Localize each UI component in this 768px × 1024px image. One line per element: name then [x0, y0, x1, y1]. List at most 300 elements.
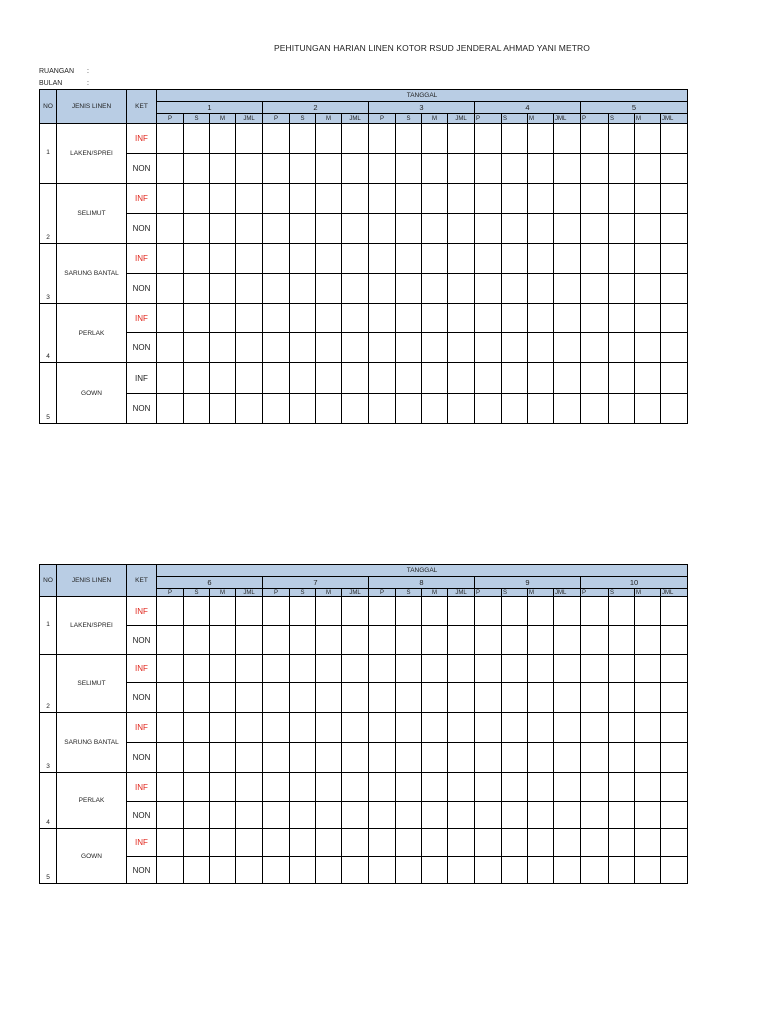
data-cell[interactable] [236, 713, 263, 743]
data-cell[interactable] [661, 683, 688, 713]
data-cell[interactable] [475, 214, 502, 244]
data-cell[interactable] [290, 363, 316, 394]
data-cell[interactable] [290, 124, 316, 154]
data-cell[interactable] [635, 829, 661, 857]
data-cell[interactable] [290, 626, 316, 655]
data-cell[interactable] [581, 713, 609, 743]
data-cell[interactable] [554, 154, 581, 184]
data-cell[interactable] [290, 857, 316, 884]
data-cell[interactable] [210, 655, 236, 683]
data-cell[interactable] [554, 244, 581, 274]
data-cell[interactable] [290, 802, 316, 829]
data-cell[interactable] [184, 304, 210, 333]
data-cell[interactable] [290, 154, 316, 184]
data-cell[interactable] [316, 713, 342, 743]
data-cell[interactable] [609, 655, 635, 683]
data-cell[interactable] [342, 363, 369, 394]
data-cell[interactable] [263, 829, 290, 857]
data-cell[interactable] [342, 394, 369, 424]
data-cell[interactable] [316, 394, 342, 424]
data-cell[interactable] [661, 394, 688, 424]
data-cell[interactable] [422, 597, 448, 626]
data-cell[interactable] [236, 124, 263, 154]
data-cell[interactable] [448, 363, 475, 394]
data-cell[interactable] [316, 683, 342, 713]
data-cell[interactable] [528, 394, 554, 424]
data-cell[interactable] [422, 802, 448, 829]
data-cell[interactable] [369, 304, 396, 333]
data-cell[interactable] [210, 802, 236, 829]
data-cell[interactable] [661, 304, 688, 333]
data-cell[interactable] [210, 274, 236, 304]
data-cell[interactable] [157, 154, 184, 184]
data-cell[interactable] [581, 743, 609, 773]
data-cell[interactable] [184, 333, 210, 363]
data-cell[interactable] [342, 683, 369, 713]
data-cell[interactable] [448, 655, 475, 683]
data-cell[interactable] [316, 743, 342, 773]
data-cell[interactable] [184, 124, 210, 154]
data-cell[interactable] [369, 626, 396, 655]
data-cell[interactable] [369, 244, 396, 274]
data-cell[interactable] [554, 124, 581, 154]
data-cell[interactable] [184, 713, 210, 743]
data-cell[interactable] [528, 713, 554, 743]
data-cell[interactable] [581, 626, 609, 655]
data-cell[interactable] [422, 333, 448, 363]
data-cell[interactable] [290, 773, 316, 802]
data-cell[interactable] [661, 214, 688, 244]
data-cell[interactable] [316, 154, 342, 184]
data-cell[interactable] [635, 626, 661, 655]
data-cell[interactable] [263, 244, 290, 274]
data-cell[interactable] [422, 124, 448, 154]
data-cell[interactable] [581, 857, 609, 884]
data-cell[interactable] [236, 802, 263, 829]
data-cell[interactable] [184, 394, 210, 424]
data-cell[interactable] [263, 124, 290, 154]
data-cell[interactable] [210, 363, 236, 394]
data-cell[interactable] [448, 857, 475, 884]
data-cell[interactable] [369, 154, 396, 184]
data-cell[interactable] [157, 713, 184, 743]
data-cell[interactable] [210, 857, 236, 884]
data-cell[interactable] [369, 743, 396, 773]
data-cell[interactable] [448, 597, 475, 626]
data-cell[interactable] [635, 597, 661, 626]
data-cell[interactable] [210, 124, 236, 154]
data-cell[interactable] [422, 363, 448, 394]
data-cell[interactable] [581, 655, 609, 683]
data-cell[interactable] [581, 394, 609, 424]
data-cell[interactable] [342, 304, 369, 333]
data-cell[interactable] [475, 394, 502, 424]
data-cell[interactable] [661, 713, 688, 743]
data-cell[interactable] [448, 333, 475, 363]
data-cell[interactable] [316, 304, 342, 333]
data-cell[interactable] [210, 304, 236, 333]
data-cell[interactable] [396, 363, 422, 394]
data-cell[interactable] [396, 597, 422, 626]
data-cell[interactable] [502, 743, 528, 773]
data-cell[interactable] [263, 743, 290, 773]
data-cell[interactable] [581, 363, 609, 394]
data-cell[interactable] [422, 394, 448, 424]
data-cell[interactable] [422, 713, 448, 743]
data-cell[interactable] [316, 363, 342, 394]
data-cell[interactable] [609, 363, 635, 394]
data-cell[interactable] [290, 214, 316, 244]
data-cell[interactable] [369, 683, 396, 713]
data-cell[interactable] [184, 773, 210, 802]
data-cell[interactable] [184, 626, 210, 655]
data-cell[interactable] [342, 829, 369, 857]
data-cell[interactable] [448, 626, 475, 655]
data-cell[interactable] [236, 626, 263, 655]
data-cell[interactable] [581, 154, 609, 184]
data-cell[interactable] [184, 184, 210, 214]
data-cell[interactable] [236, 597, 263, 626]
data-cell[interactable] [263, 333, 290, 363]
data-cell[interactable] [528, 597, 554, 626]
data-cell[interactable] [157, 683, 184, 713]
data-cell[interactable] [263, 274, 290, 304]
data-cell[interactable] [210, 333, 236, 363]
data-cell[interactable] [396, 304, 422, 333]
data-cell[interactable] [316, 244, 342, 274]
data-cell[interactable] [342, 244, 369, 274]
data-cell[interactable] [342, 333, 369, 363]
data-cell[interactable] [369, 363, 396, 394]
data-cell[interactable] [581, 597, 609, 626]
data-cell[interactable] [448, 773, 475, 802]
data-cell[interactable] [661, 124, 688, 154]
data-cell[interactable] [342, 802, 369, 829]
data-cell[interactable] [528, 333, 554, 363]
data-cell[interactable] [396, 655, 422, 683]
data-cell[interactable] [396, 713, 422, 743]
data-cell[interactable] [210, 713, 236, 743]
data-cell[interactable] [661, 802, 688, 829]
data-cell[interactable] [581, 214, 609, 244]
data-cell[interactable] [184, 244, 210, 274]
data-cell[interactable] [448, 713, 475, 743]
data-cell[interactable] [475, 304, 502, 333]
data-cell[interactable] [263, 683, 290, 713]
data-cell[interactable] [448, 394, 475, 424]
data-cell[interactable] [396, 829, 422, 857]
data-cell[interactable] [396, 124, 422, 154]
data-cell[interactable] [396, 184, 422, 214]
data-cell[interactable] [316, 333, 342, 363]
data-cell[interactable] [528, 154, 554, 184]
data-cell[interactable] [342, 214, 369, 244]
data-cell[interactable] [369, 394, 396, 424]
data-cell[interactable] [661, 184, 688, 214]
data-cell[interactable] [502, 683, 528, 713]
data-cell[interactable] [502, 274, 528, 304]
data-cell[interactable] [157, 655, 184, 683]
data-cell[interactable] [290, 244, 316, 274]
data-cell[interactable] [290, 184, 316, 214]
data-cell[interactable] [609, 394, 635, 424]
data-cell[interactable] [475, 274, 502, 304]
data-cell[interactable] [422, 857, 448, 884]
data-cell[interactable] [422, 244, 448, 274]
data-cell[interactable] [157, 597, 184, 626]
data-cell[interactable] [609, 244, 635, 274]
data-cell[interactable] [210, 394, 236, 424]
data-cell[interactable] [528, 304, 554, 333]
data-cell[interactable] [342, 626, 369, 655]
data-cell[interactable] [263, 154, 290, 184]
data-cell[interactable] [342, 124, 369, 154]
data-cell[interactable] [210, 597, 236, 626]
data-cell[interactable] [157, 626, 184, 655]
data-cell[interactable] [635, 713, 661, 743]
data-cell[interactable] [635, 743, 661, 773]
data-cell[interactable] [396, 333, 422, 363]
data-cell[interactable] [635, 244, 661, 274]
data-cell[interactable] [396, 857, 422, 884]
data-cell[interactable] [184, 597, 210, 626]
data-cell[interactable] [554, 655, 581, 683]
data-cell[interactable] [290, 829, 316, 857]
data-cell[interactable] [422, 274, 448, 304]
data-cell[interactable] [581, 274, 609, 304]
data-cell[interactable] [316, 829, 342, 857]
data-cell[interactable] [316, 773, 342, 802]
data-cell[interactable] [448, 274, 475, 304]
data-cell[interactable] [342, 154, 369, 184]
data-cell[interactable] [581, 802, 609, 829]
data-cell[interactable] [342, 773, 369, 802]
data-cell[interactable] [502, 829, 528, 857]
data-cell[interactable] [554, 713, 581, 743]
data-cell[interactable] [635, 304, 661, 333]
data-cell[interactable] [263, 626, 290, 655]
data-cell[interactable] [554, 829, 581, 857]
data-cell[interactable] [661, 773, 688, 802]
data-cell[interactable] [528, 683, 554, 713]
data-cell[interactable] [290, 683, 316, 713]
data-cell[interactable] [475, 124, 502, 154]
data-cell[interactable] [609, 713, 635, 743]
data-cell[interactable] [609, 333, 635, 363]
data-cell[interactable] [581, 829, 609, 857]
data-cell[interactable] [210, 154, 236, 184]
data-cell[interactable] [661, 154, 688, 184]
data-cell[interactable] [369, 857, 396, 884]
data-cell[interactable] [396, 394, 422, 424]
data-cell[interactable] [554, 683, 581, 713]
data-cell[interactable] [396, 274, 422, 304]
data-cell[interactable] [290, 597, 316, 626]
data-cell[interactable] [342, 274, 369, 304]
data-cell[interactable] [236, 857, 263, 884]
data-cell[interactable] [396, 626, 422, 655]
data-cell[interactable] [184, 802, 210, 829]
data-cell[interactable] [661, 333, 688, 363]
data-cell[interactable] [502, 713, 528, 743]
data-cell[interactable] [422, 655, 448, 683]
data-cell[interactable] [157, 743, 184, 773]
data-cell[interactable] [448, 802, 475, 829]
data-cell[interactable] [502, 394, 528, 424]
data-cell[interactable] [236, 655, 263, 683]
data-cell[interactable] [502, 184, 528, 214]
data-cell[interactable] [236, 683, 263, 713]
data-cell[interactable] [554, 274, 581, 304]
data-cell[interactable] [236, 363, 263, 394]
data-cell[interactable] [236, 184, 263, 214]
data-cell[interactable] [210, 773, 236, 802]
data-cell[interactable] [609, 597, 635, 626]
data-cell[interactable] [528, 857, 554, 884]
data-cell[interactable] [184, 274, 210, 304]
data-cell[interactable] [157, 773, 184, 802]
data-cell[interactable] [609, 743, 635, 773]
data-cell[interactable] [528, 655, 554, 683]
data-cell[interactable] [528, 743, 554, 773]
data-cell[interactable] [316, 857, 342, 884]
data-cell[interactable] [609, 184, 635, 214]
data-cell[interactable] [528, 124, 554, 154]
data-cell[interactable] [502, 363, 528, 394]
data-cell[interactable] [210, 743, 236, 773]
data-cell[interactable] [316, 626, 342, 655]
data-cell[interactable] [422, 683, 448, 713]
data-cell[interactable] [528, 244, 554, 274]
data-cell[interactable] [661, 363, 688, 394]
data-cell[interactable] [475, 773, 502, 802]
data-cell[interactable] [448, 683, 475, 713]
data-cell[interactable] [184, 857, 210, 884]
data-cell[interactable] [635, 184, 661, 214]
data-cell[interactable] [290, 743, 316, 773]
data-cell[interactable] [609, 773, 635, 802]
data-cell[interactable] [157, 304, 184, 333]
data-cell[interactable] [502, 154, 528, 184]
data-cell[interactable] [157, 802, 184, 829]
data-cell[interactable] [554, 743, 581, 773]
data-cell[interactable] [236, 274, 263, 304]
data-cell[interactable] [502, 214, 528, 244]
data-cell[interactable] [502, 655, 528, 683]
data-cell[interactable] [396, 773, 422, 802]
data-cell[interactable] [316, 124, 342, 154]
data-cell[interactable] [263, 655, 290, 683]
data-cell[interactable] [635, 333, 661, 363]
data-cell[interactable] [609, 626, 635, 655]
data-cell[interactable] [475, 655, 502, 683]
data-cell[interactable] [554, 184, 581, 214]
data-cell[interactable] [554, 214, 581, 244]
data-cell[interactable] [502, 597, 528, 626]
data-cell[interactable] [554, 857, 581, 884]
data-cell[interactable] [528, 829, 554, 857]
data-cell[interactable] [528, 802, 554, 829]
data-cell[interactable] [210, 184, 236, 214]
data-cell[interactable] [528, 274, 554, 304]
data-cell[interactable] [236, 394, 263, 424]
data-cell[interactable] [316, 802, 342, 829]
data-cell[interactable] [290, 655, 316, 683]
data-cell[interactable] [369, 124, 396, 154]
data-cell[interactable] [290, 304, 316, 333]
data-cell[interactable] [528, 184, 554, 214]
data-cell[interactable] [635, 394, 661, 424]
data-cell[interactable] [581, 184, 609, 214]
data-cell[interactable] [609, 154, 635, 184]
data-cell[interactable] [290, 274, 316, 304]
data-cell[interactable] [157, 829, 184, 857]
data-cell[interactable] [661, 829, 688, 857]
data-cell[interactable] [554, 626, 581, 655]
data-cell[interactable] [581, 773, 609, 802]
data-cell[interactable] [210, 683, 236, 713]
data-cell[interactable] [342, 857, 369, 884]
data-cell[interactable] [475, 333, 502, 363]
data-cell[interactable] [581, 124, 609, 154]
data-cell[interactable] [369, 655, 396, 683]
data-cell[interactable] [448, 184, 475, 214]
data-cell[interactable] [448, 743, 475, 773]
data-cell[interactable] [236, 743, 263, 773]
data-cell[interactable] [236, 214, 263, 244]
data-cell[interactable] [475, 802, 502, 829]
data-cell[interactable] [210, 829, 236, 857]
data-cell[interactable] [554, 597, 581, 626]
data-cell[interactable] [661, 244, 688, 274]
data-cell[interactable] [210, 214, 236, 244]
data-cell[interactable] [157, 184, 184, 214]
data-cell[interactable] [263, 184, 290, 214]
data-cell[interactable] [581, 333, 609, 363]
data-cell[interactable] [422, 184, 448, 214]
data-cell[interactable] [422, 304, 448, 333]
data-cell[interactable] [635, 683, 661, 713]
data-cell[interactable] [369, 829, 396, 857]
data-cell[interactable] [635, 214, 661, 244]
data-cell[interactable] [236, 829, 263, 857]
data-cell[interactable] [554, 394, 581, 424]
data-cell[interactable] [210, 244, 236, 274]
data-cell[interactable] [290, 333, 316, 363]
data-cell[interactable] [396, 743, 422, 773]
data-cell[interactable] [609, 304, 635, 333]
data-cell[interactable] [263, 304, 290, 333]
data-cell[interactable] [369, 184, 396, 214]
data-cell[interactable] [502, 802, 528, 829]
data-cell[interactable] [475, 363, 502, 394]
data-cell[interactable] [528, 214, 554, 244]
data-cell[interactable] [184, 829, 210, 857]
data-cell[interactable] [342, 655, 369, 683]
data-cell[interactable] [157, 244, 184, 274]
data-cell[interactable] [475, 683, 502, 713]
data-cell[interactable] [263, 802, 290, 829]
data-cell[interactable] [609, 214, 635, 244]
data-cell[interactable] [502, 124, 528, 154]
data-cell[interactable] [369, 214, 396, 244]
data-cell[interactable] [369, 713, 396, 743]
data-cell[interactable] [502, 304, 528, 333]
data-cell[interactable] [184, 154, 210, 184]
data-cell[interactable] [502, 626, 528, 655]
data-cell[interactable] [635, 154, 661, 184]
data-cell[interactable] [422, 743, 448, 773]
